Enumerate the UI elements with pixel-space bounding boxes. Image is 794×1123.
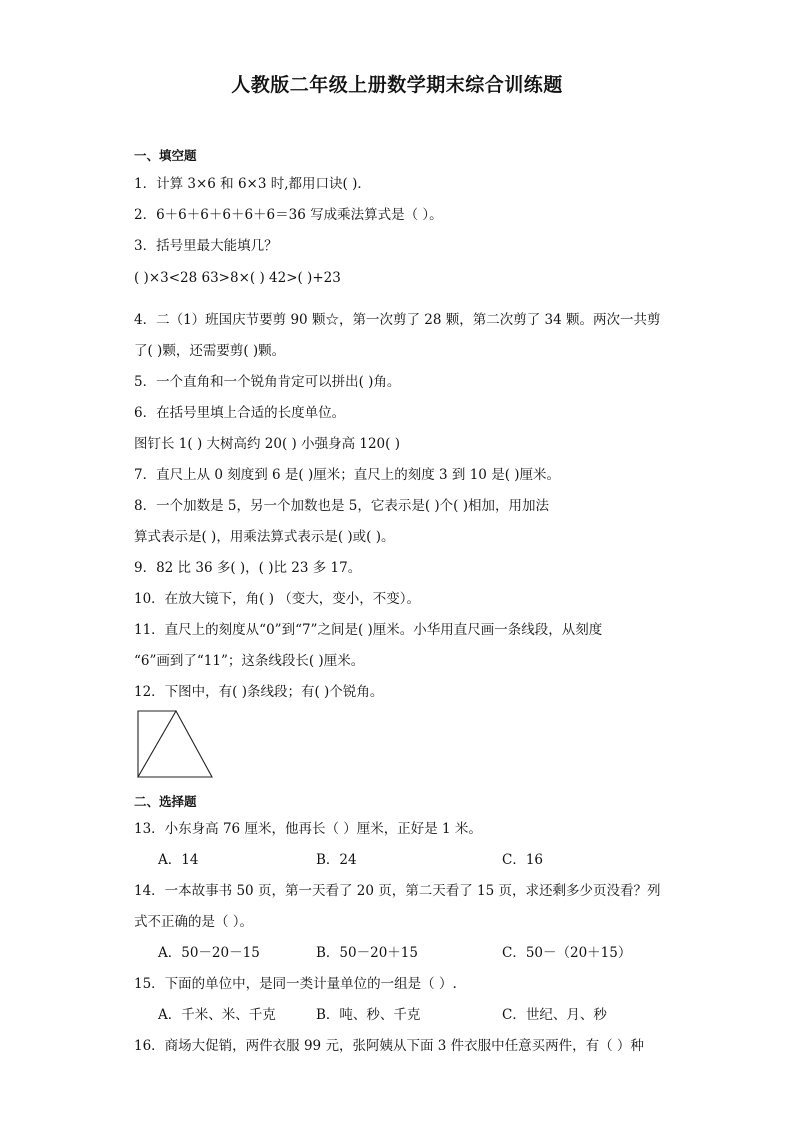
q14-option-a[interactable]: A．50－20－15 <box>158 945 260 961</box>
q13-option-c[interactable]: C．16 <box>502 852 544 868</box>
question-2: 2．6＋6＋6＋6＋6＋6＝36 写成乘法算式是（ ）。 <box>134 207 443 223</box>
question-1: 1．计算 3×6 和 6×3 时,都用口诀( )． <box>134 176 371 192</box>
q13-option-a[interactable]: A．14 <box>158 852 199 868</box>
triangle-in-rectangle-figure <box>137 710 213 778</box>
question-14-line-2: 式不正确的是（ ）。 <box>134 914 254 930</box>
q15-option-b[interactable]: B．吨、秒、千克 <box>316 1007 421 1023</box>
question-14-line-1: 14．一本故事书 50 页，第一天看了 20 页，第二天看了 15 页，求还剩多少页没看？列 <box>134 883 661 899</box>
question-5: 5．一个直角和一个锐角肯定可以拼出( )角。 <box>134 374 401 390</box>
question-6-blanks: 图钉长 1( ) 大树高约 20( ) 小强身高 120( ) <box>134 436 400 452</box>
section-fill-in: 一、填空题 <box>134 148 197 163</box>
question-10: 10．在放大镜下，角( ) （变大，变小，不变）。 <box>134 591 421 607</box>
q14-option-c[interactable]: C．50－（20＋15） <box>502 945 632 961</box>
question-11-line-2: “6”画到了“11”；这条线段长( )厘米。 <box>134 653 365 669</box>
question-3-blanks: ( )×3<28 63>8×( ) 42>( )+23 <box>134 270 341 286</box>
question-13: 13．小东身高 76 厘米，他再长（ ）厘米，正好是 1 米。 <box>134 821 482 837</box>
question-3: 3．括号里最大能填几？ <box>134 238 278 254</box>
q15-option-c[interactable]: C．世纪、月、秒 <box>502 1007 607 1023</box>
question-16: 16．商场大促销，两件衣服 99 元，张阿姨从下面 3 件衣服中任意买两件，有（ ）种 <box>134 1038 644 1054</box>
triangle-shape <box>138 711 212 777</box>
question-7: 7．直尺上从 0 刻度到 6 是( )厘米；直尺上的刻度 3 到 10 是( )厘米。 <box>134 467 561 483</box>
question-11-line-1: 11．直尺上的刻度从“0”到“7”之间是( )厘米。小华用直尺画一条线段，从刻度 <box>134 622 603 638</box>
question-8-line-1: 8．一个加数是 5，另一个加数也是 5，它表示是( )个( )相加，用加法 <box>134 498 549 514</box>
question-4-line-2: 了( )颗，还需要剪( )颗。 <box>134 343 286 359</box>
q15-option-a[interactable]: A．千米、米、千克 <box>158 1007 276 1023</box>
question-8-line-2: 算式表示是( )，用乘法算式表示是( )或( )。 <box>134 529 395 545</box>
question-6: 6．在括号里填上合适的长度单位。 <box>134 405 346 421</box>
question-9: 9．82 比 36 多( )，( )比 23 多 17。 <box>134 560 362 576</box>
question-15: 15．下面的单位中，是同一类计量单位的一组是（ ）. <box>134 976 457 992</box>
question-12: 12．下图中，有( )条线段；有( )个锐角。 <box>134 684 384 700</box>
q14-option-b[interactable]: B．50－20＋15 <box>316 945 418 961</box>
question-4-line-1: 4．二（1）班国庆节要剪 90 颗☆，第一次剪了 28 颗，第二次剪了 34 颗。两次一共剪 <box>134 312 661 328</box>
section-multiple-choice: 二、选择题 <box>134 794 197 809</box>
page-title: 人教版二年级上册数学期末综合训练题 <box>231 74 563 96</box>
q13-option-b[interactable]: B．24 <box>316 852 357 868</box>
